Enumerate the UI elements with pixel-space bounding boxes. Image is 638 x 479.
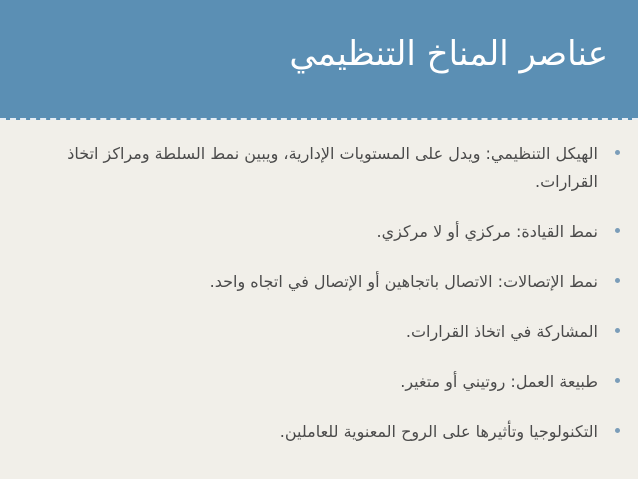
- bullet-text: التكنولوجيا وتأثيرها على الروح المعنوية للعاملين.: [279, 422, 598, 441]
- bullet-dot-icon: [615, 428, 620, 433]
- bullet-text: نمط القيادة: مركزي أو لا مركزي.: [376, 222, 598, 241]
- bullet-dot-icon: [615, 278, 620, 283]
- bullet-item-org-structure: [20, 140, 620, 196]
- bullet-list: [20, 140, 620, 446]
- bullet-text: الهيكل التنظيمي: ويدل على المستويات الإدارية، ويبين نمط السلطة ومراكز اتخاذ القرارات.: [67, 144, 598, 191]
- bullet-item-communication-pattern: [20, 268, 620, 296]
- slide-title: عناصر المناخ التنظيمي: [289, 34, 608, 74]
- slide-header: [0, 0, 638, 120]
- slide-body: [0, 120, 638, 479]
- bullet-item-work-nature: [20, 368, 620, 396]
- bullet-item-decision-participation: [20, 318, 620, 346]
- bullet-item-leadership-style: [20, 218, 620, 246]
- bullet-item-technology: [20, 418, 620, 446]
- bullet-dot-icon: [615, 228, 620, 233]
- bullet-dot-icon: [615, 378, 620, 383]
- bullet-text: نمط الإتصالات: الاتصال باتجاهين أو الإتصال في اتجاه واحد.: [209, 272, 598, 291]
- bullet-dot-icon: [615, 328, 620, 333]
- bullet-text: المشاركة في اتخاذ القرارات.: [405, 322, 598, 341]
- bullet-dot-icon: [615, 150, 620, 155]
- bullet-text: طبيعة العمل: روتيني أو متغير.: [400, 372, 598, 391]
